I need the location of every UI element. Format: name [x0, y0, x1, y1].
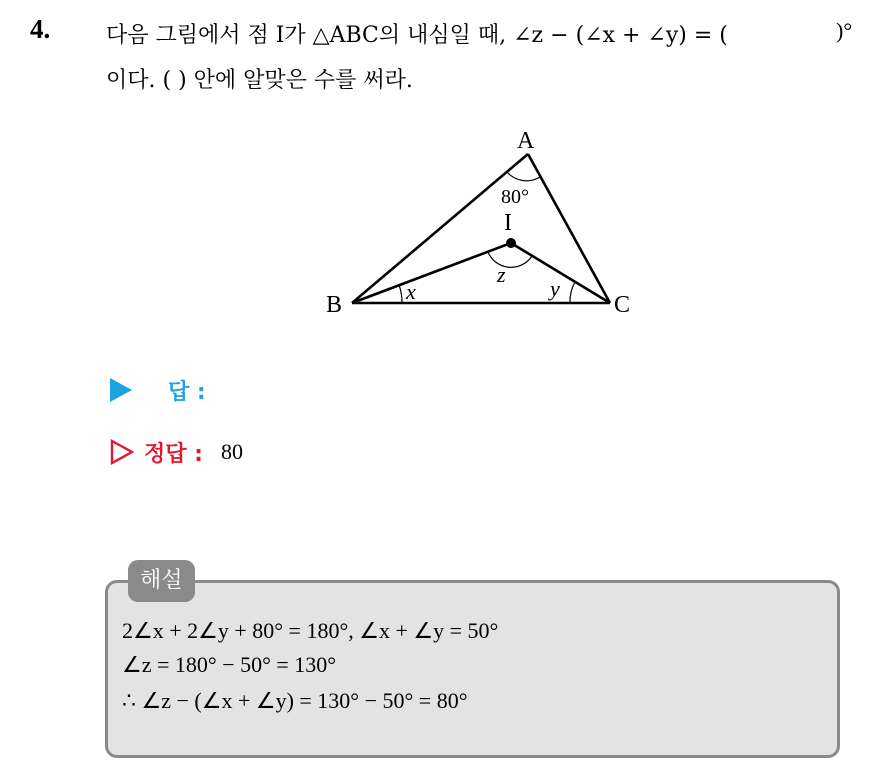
solution-line-3: ∴ ∠z − (∠x + ∠y) = 130° − 50° = 80° [122, 688, 468, 713]
vertex-label-a: A [517, 128, 535, 154]
segment-bi [352, 243, 511, 303]
solution-line-2: ∠z = 180° − 50° = 130° [122, 652, 337, 677]
angle-y-label: y [550, 276, 560, 301]
side-ac [528, 154, 610, 303]
correct-answer-value: 80 [220, 439, 243, 464]
answer-label: 답 : [168, 379, 206, 405]
question-text-line1: 다음 그림에서 점 I가 △ABC의 내심일 때, ∠z − (∠x + ∠y) = ( [106, 23, 728, 48]
segment-ci [511, 243, 610, 303]
triangle-figure [300, 118, 660, 328]
angle-z-label: z [497, 262, 506, 287]
solution-line-1: 2∠x + 2∠y + 80° = 180°, ∠x + ∠y = 50° [122, 618, 499, 643]
angle-a-label: 80° [501, 186, 529, 208]
outline-triangle-icon [110, 439, 134, 465]
incenter-label: I [504, 210, 512, 236]
angle-y-arc [570, 282, 575, 303]
answer-row [110, 373, 206, 407]
incenter-point [506, 238, 516, 248]
correct-answer-row [110, 435, 243, 469]
correct-answer-label: 정답 : [144, 441, 203, 467]
angle-x-arc [399, 285, 402, 303]
question-text-line1-end: )° [836, 18, 853, 43]
angle-a-arc [507, 172, 540, 181]
play-triangle-icon [110, 378, 132, 402]
vertex-label-b: B [326, 292, 343, 318]
question-number: 4. [30, 14, 51, 44]
solution-tab: 해설 [128, 560, 195, 602]
question-text-line2: 이다. ( ) 안에 알맞은 수를 써라. [106, 68, 413, 93]
vertex-label-c: C [614, 292, 631, 318]
angle-x-label: x [406, 279, 416, 304]
angle-z-arc [488, 252, 532, 267]
